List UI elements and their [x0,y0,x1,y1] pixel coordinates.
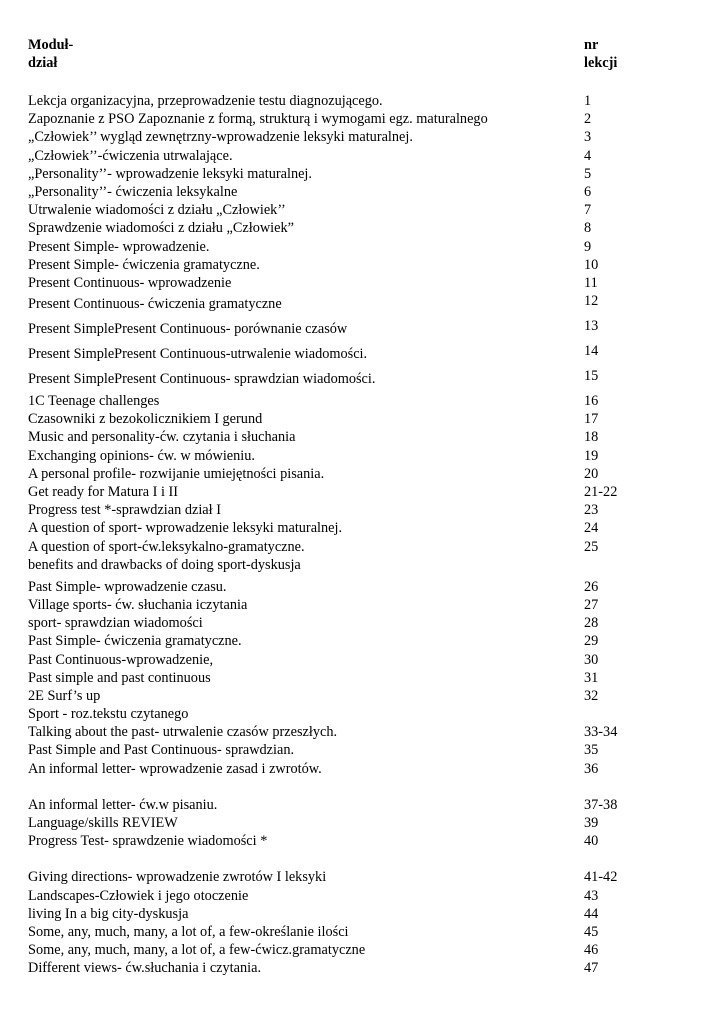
lesson-number: 5 [584,165,592,182]
table-row [28,832,688,850]
lesson-number: 3 [584,129,592,146]
lesson-number: 21-22 [584,484,618,500]
table-row [28,183,688,201]
header-module-label: Moduł- [28,37,74,53]
lesson-number: 25 [584,538,599,555]
lesson-number: 14 [584,343,599,360]
lesson-title: Utrwalenie wiadomości z działu „Człowiek’’ [28,202,286,219]
header-module-section [28,36,73,72]
lesson-number: 29 [584,633,599,650]
lesson-title: Present Continuous- ćwiczenia gramatyczne [28,296,282,313]
table-row [28,165,688,183]
table-row [28,201,688,219]
table-row [28,317,688,342]
table-row [28,342,688,367]
lesson-number: 7 [584,202,592,219]
lesson-title: „Człowiek’’-ćwiczenia utrwalające. [28,147,233,164]
table-row [28,519,688,537]
lesson-number: 20 [584,465,599,482]
lesson-title: Present Simple- ćwiczenia gramatyczne. [28,256,260,273]
table-row [28,367,688,392]
lesson-title: „Personality’’- ćwiczenia leksykalne [28,183,238,200]
table-row [28,814,688,832]
lesson-title: Present SimplePresent Continuous-utrwalenie wiadomości. [28,346,368,363]
table-row [28,274,688,292]
lesson-title: Past simple and past continuous [28,669,211,686]
lesson-title: Giving directions- wprowadzenie zwrotów I leksyki [28,869,327,886]
table-row [28,219,688,237]
lesson-number: 13 [584,318,599,335]
lesson-number: 15 [584,368,599,385]
lesson-title: Some, any, much, many, a lot of, a few-określanie ilości [28,923,349,940]
lesson-title: A question of sport-ćw.leksykalno-gramatyczne. [28,538,305,555]
lesson-title: living In a big city-dyskusja [28,905,189,922]
table-row [28,147,688,165]
header-nr-label: nr [584,37,599,53]
table-row [28,941,688,959]
lesson-title: An informal letter- ćw.w pisaniu. [28,796,218,813]
table-row [28,796,688,814]
table-row [28,887,688,905]
lesson-title: Landscapes-Człowiek i jego otoczenie [28,887,249,904]
table-row [28,760,688,778]
lesson-title: Village sports- ćw. słuchania iczytania [28,596,248,613]
lesson-title: Progress test *-sprawdzian dział I [28,502,221,519]
table-row [28,92,688,110]
table-row [28,256,688,274]
lesson-number: 43 [584,887,599,904]
lesson-title: Zapoznanie z PSO Zapoznanie z formą, strukturą i wymogami egz. maturalnego [28,111,488,128]
lesson-number: 11 [584,274,598,291]
table-row [28,868,688,886]
lesson-number: 19 [584,447,599,464]
table-row [28,292,688,317]
lesson-number: 27 [584,596,599,613]
table-row [28,428,688,446]
lesson-number: 2 [584,111,592,128]
lesson-title: Present SimplePresent Continuous- porównanie czasów [28,321,348,338]
lesson-title: Some, any, much, many, a lot of, a few-ćwicz.gramatyczne [28,942,366,959]
lesson-number: 30 [584,651,599,668]
lesson-number: 1 [584,93,592,109]
lesson-title: Sprawdzenie wiadomości z działu „Człowiek” [28,220,294,237]
lesson-number: 6 [584,183,592,200]
table-row [28,923,688,941]
lesson-title: 2E Surf’s up [28,687,101,704]
table-row [28,959,688,977]
lesson-number: 16 [584,393,599,410]
lesson-number: 33-34 [584,724,618,741]
lesson-title: Music and personality-ćw. czytania i słuchania [28,429,296,446]
table-row [28,392,688,410]
table-row [28,741,688,759]
lesson-number: 47 [584,960,599,977]
lesson-number: 8 [584,220,592,237]
lesson-number: 31 [584,669,599,686]
header-lesson-label: lekcji [584,55,618,71]
lesson-title: Different views- ćw.słuchania i czytania. [28,960,262,977]
lesson-title: A question of sport- wprowadzenie leksyki maturalnej. [28,520,343,537]
table-row [28,905,688,923]
lesson-title: „Człowiek’’ wygląd zewnętrzny-wprowadzenie leksyki maturalnej. [28,129,413,146]
lesson-title: „Personality’’- wprowadzenie leksyki maturalnej. [28,165,312,182]
lesson-title: Present Continuous- wprowadzenie [28,274,232,291]
lesson-number: 37-38 [584,796,618,813]
lesson-title: Progress Test- sprawdzenie wiadomości * [28,833,268,850]
lesson-number: 24 [584,520,599,537]
lesson-number: 9 [584,238,592,255]
lesson-number: 12 [584,293,599,310]
table-row [28,128,688,146]
table-row [28,705,688,723]
lesson-number: 17 [584,411,599,428]
header-lesson-number [584,36,617,72]
lesson-title: Present Simple- wprowadzenie. [28,238,210,255]
table-row [28,447,688,465]
lesson-title: Exchanging opinions- ćw. w mówieniu. [28,447,255,464]
header-section-label: dział [28,55,58,71]
table-row [28,501,688,519]
lesson-title: An informal letter- wprowadzenie zasad i zwrotów. [28,760,322,777]
lesson-number: 44 [584,905,599,922]
lesson-number: 40 [584,833,599,850]
lesson-number: 35 [584,742,599,759]
table-row [28,632,688,650]
table-row [28,723,688,741]
lesson-number: 10 [584,256,599,273]
lesson-number: 32 [584,687,599,704]
table-row [28,578,688,596]
lesson-title: 1C Teenage challenges [28,393,160,410]
lesson-title: sport- sprawdzian wiadomości [28,615,203,632]
table-row [28,110,688,128]
lesson-number: 46 [584,942,599,959]
table-row [28,238,688,256]
table-row [28,651,688,669]
lesson-list [28,92,688,978]
lesson-title: Past Simple and Past Continuous- sprawdzian. [28,742,295,759]
lesson-number: 26 [584,578,599,595]
table-row [28,669,688,687]
table-row [28,410,688,428]
lesson-number: 36 [584,760,599,777]
lesson-title: Present SimplePresent Continuous- sprawdzian wiadomości. [28,371,376,388]
lesson-title: Past Simple- ćwiczenia gramatyczne. [28,633,242,650]
lesson-title: Talking about the past- utrwalenie czasów przeszłych. [28,724,338,741]
lesson-title: Get ready for Matura I i II [28,484,179,500]
table-row [28,538,688,556]
lesson-number: 45 [584,923,599,940]
table-row [28,556,688,578]
lesson-number: 18 [584,429,599,446]
lesson-number: 23 [584,502,599,519]
table-row [28,596,688,614]
lesson-title: Lekcja organizacyjna, przeprowadzenie testu diagnozującego. [28,93,383,109]
table-row [28,687,688,705]
table-row [28,483,688,501]
lesson-title: benefits and drawbacks of doing sport-dyskusja [28,556,301,573]
lesson-title: Czasowniki z bezokolicznikiem I gerund [28,411,263,428]
lesson-number: 28 [584,615,599,632]
lesson-title: Sport - roz.tekstu czytanego [28,706,189,723]
lesson-number: 41-42 [584,869,618,886]
lesson-title: Past Simple- wprowadzenie czasu. [28,578,227,595]
table-row [28,465,688,483]
table-row [28,614,688,632]
lesson-title: Language/skills REVIEW [28,815,178,831]
lesson-title: A personal profile- rozwijanie umiejętności pisania. [28,465,325,482]
lesson-number: 4 [584,147,592,164]
lesson-number: 39 [584,815,599,831]
lesson-title: Past Continuous-wprowadzenie, [28,651,214,668]
